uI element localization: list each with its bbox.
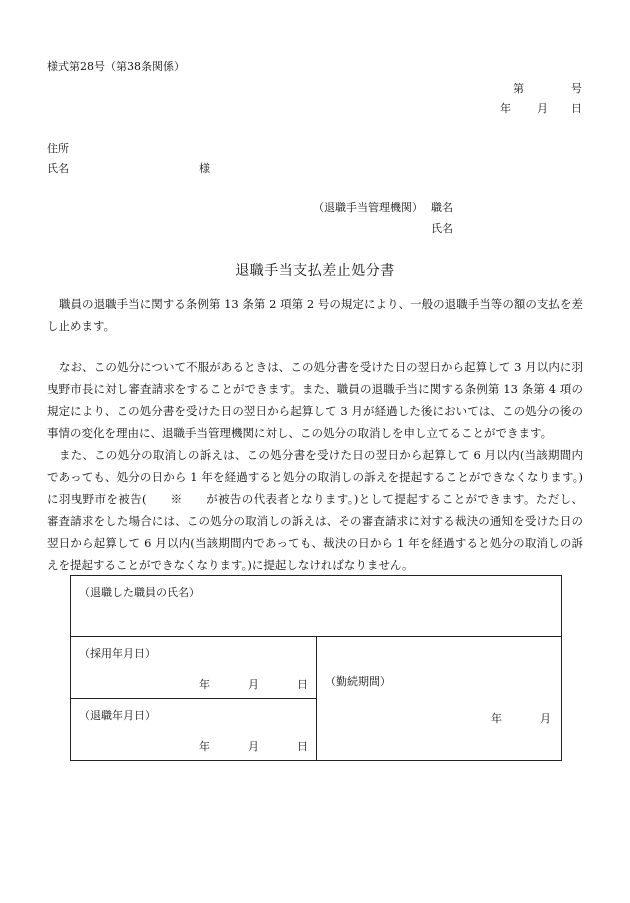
issue-date-month: 月 (537, 102, 548, 115)
employee-name-cell (71, 576, 562, 637)
paragraph-line: また、この処分の取消しの訴えは、この処分書を受けた日の翌日から起算して 6 月以内(当該期間内 (59, 448, 583, 462)
issuer-name-label: 氏名 (431, 222, 453, 235)
honorific: 様 (199, 162, 210, 175)
paragraph-line: なお、この処分について不服があるときは、この処分書を受けた日の翌日から起算して 3 月以内に羽 (59, 360, 583, 374)
issuer-position-label: 職名 (431, 201, 453, 214)
issuer-organization-label: （退職手当管理機関） (313, 201, 423, 214)
doc-number-prefix: 第 (513, 82, 524, 95)
retire-date-fields (199, 738, 308, 754)
paragraph-line: し止めます。 (47, 319, 116, 333)
hire-date-day: 日 (297, 678, 308, 691)
paragraph-1 (47, 293, 583, 337)
service-period-month: 月 (540, 712, 551, 725)
paragraph-line: 事情の変化を理由に、退職手当管理機関に対し、この処分の取消しを申し立てることができます。 (47, 426, 553, 440)
retire-date-day: 日 (297, 740, 308, 753)
service-period-label: （勤続期間） (325, 675, 391, 688)
paragraph-2 (47, 356, 583, 444)
paragraph-line: えを提起することができなくなります。)に提起しなければなりません。 (47, 558, 414, 572)
retire-date-month: 月 (248, 740, 259, 753)
hire-date-fields (199, 676, 308, 692)
paragraph-line: であっても、処分の日から 1 年を経過すると処分の取消しの訴えを提起することができなくなります。) (47, 470, 583, 484)
paragraph-line: 職員の退職手当に関する条例第 13 条第 2 項第 2 号の規定により、一般の退職手当等の額の支払を差 (59, 297, 583, 311)
paragraph-line: 曳野市長に対し審査請求をすることができます。また、職員の退職手当に関する条例第 13 条第 4 項の (47, 382, 583, 396)
paragraph-line: 翌日から起算して 6 月以内(当該期間内であっても、裁決の日から 1 年を経過すると処分の取消しの訴 (47, 536, 583, 550)
service-period-cell (317, 637, 562, 761)
service-period-year: 年 (491, 712, 502, 725)
hire-date-cell (71, 637, 317, 699)
employee-name-label: （退職した職員の氏名） (79, 586, 200, 599)
employee-info-table (70, 575, 562, 761)
retire-date-label: （退職年月日） (79, 709, 156, 722)
hire-date-year: 年 (199, 678, 210, 691)
paragraph-line: に羽曳野市を被告( ※ が被告の代表者となります。)として提起することができます。ただし、 (47, 492, 583, 506)
retire-date-year: 年 (199, 740, 210, 753)
address-label: 住所 (47, 142, 69, 155)
paragraph-line: 審査請求をした場合には、この処分の取消しの訴えは、その審査請求に対する裁決の通知を受けた日の (47, 514, 583, 528)
document-title: 退職手当支払差止処分書 (235, 263, 395, 279)
form-number: 様式第28号（第38条関係） (47, 60, 185, 73)
doc-number-suffix: 号 (571, 82, 582, 95)
paragraph-3 (47, 444, 583, 576)
service-period-fields (491, 710, 551, 726)
hire-date-label: （採用年月日） (79, 647, 156, 660)
paragraph-line: 規定により、この処分書を受けた日の翌日から起算して 3 月が経過した後においては、この処分の後の (47, 404, 583, 418)
issue-date-day: 日 (571, 102, 582, 115)
retire-date-cell (71, 699, 317, 761)
addressee-name-label: 氏名 (47, 162, 69, 175)
hire-date-month: 月 (248, 678, 259, 691)
issue-date-year: 年 (500, 102, 511, 115)
